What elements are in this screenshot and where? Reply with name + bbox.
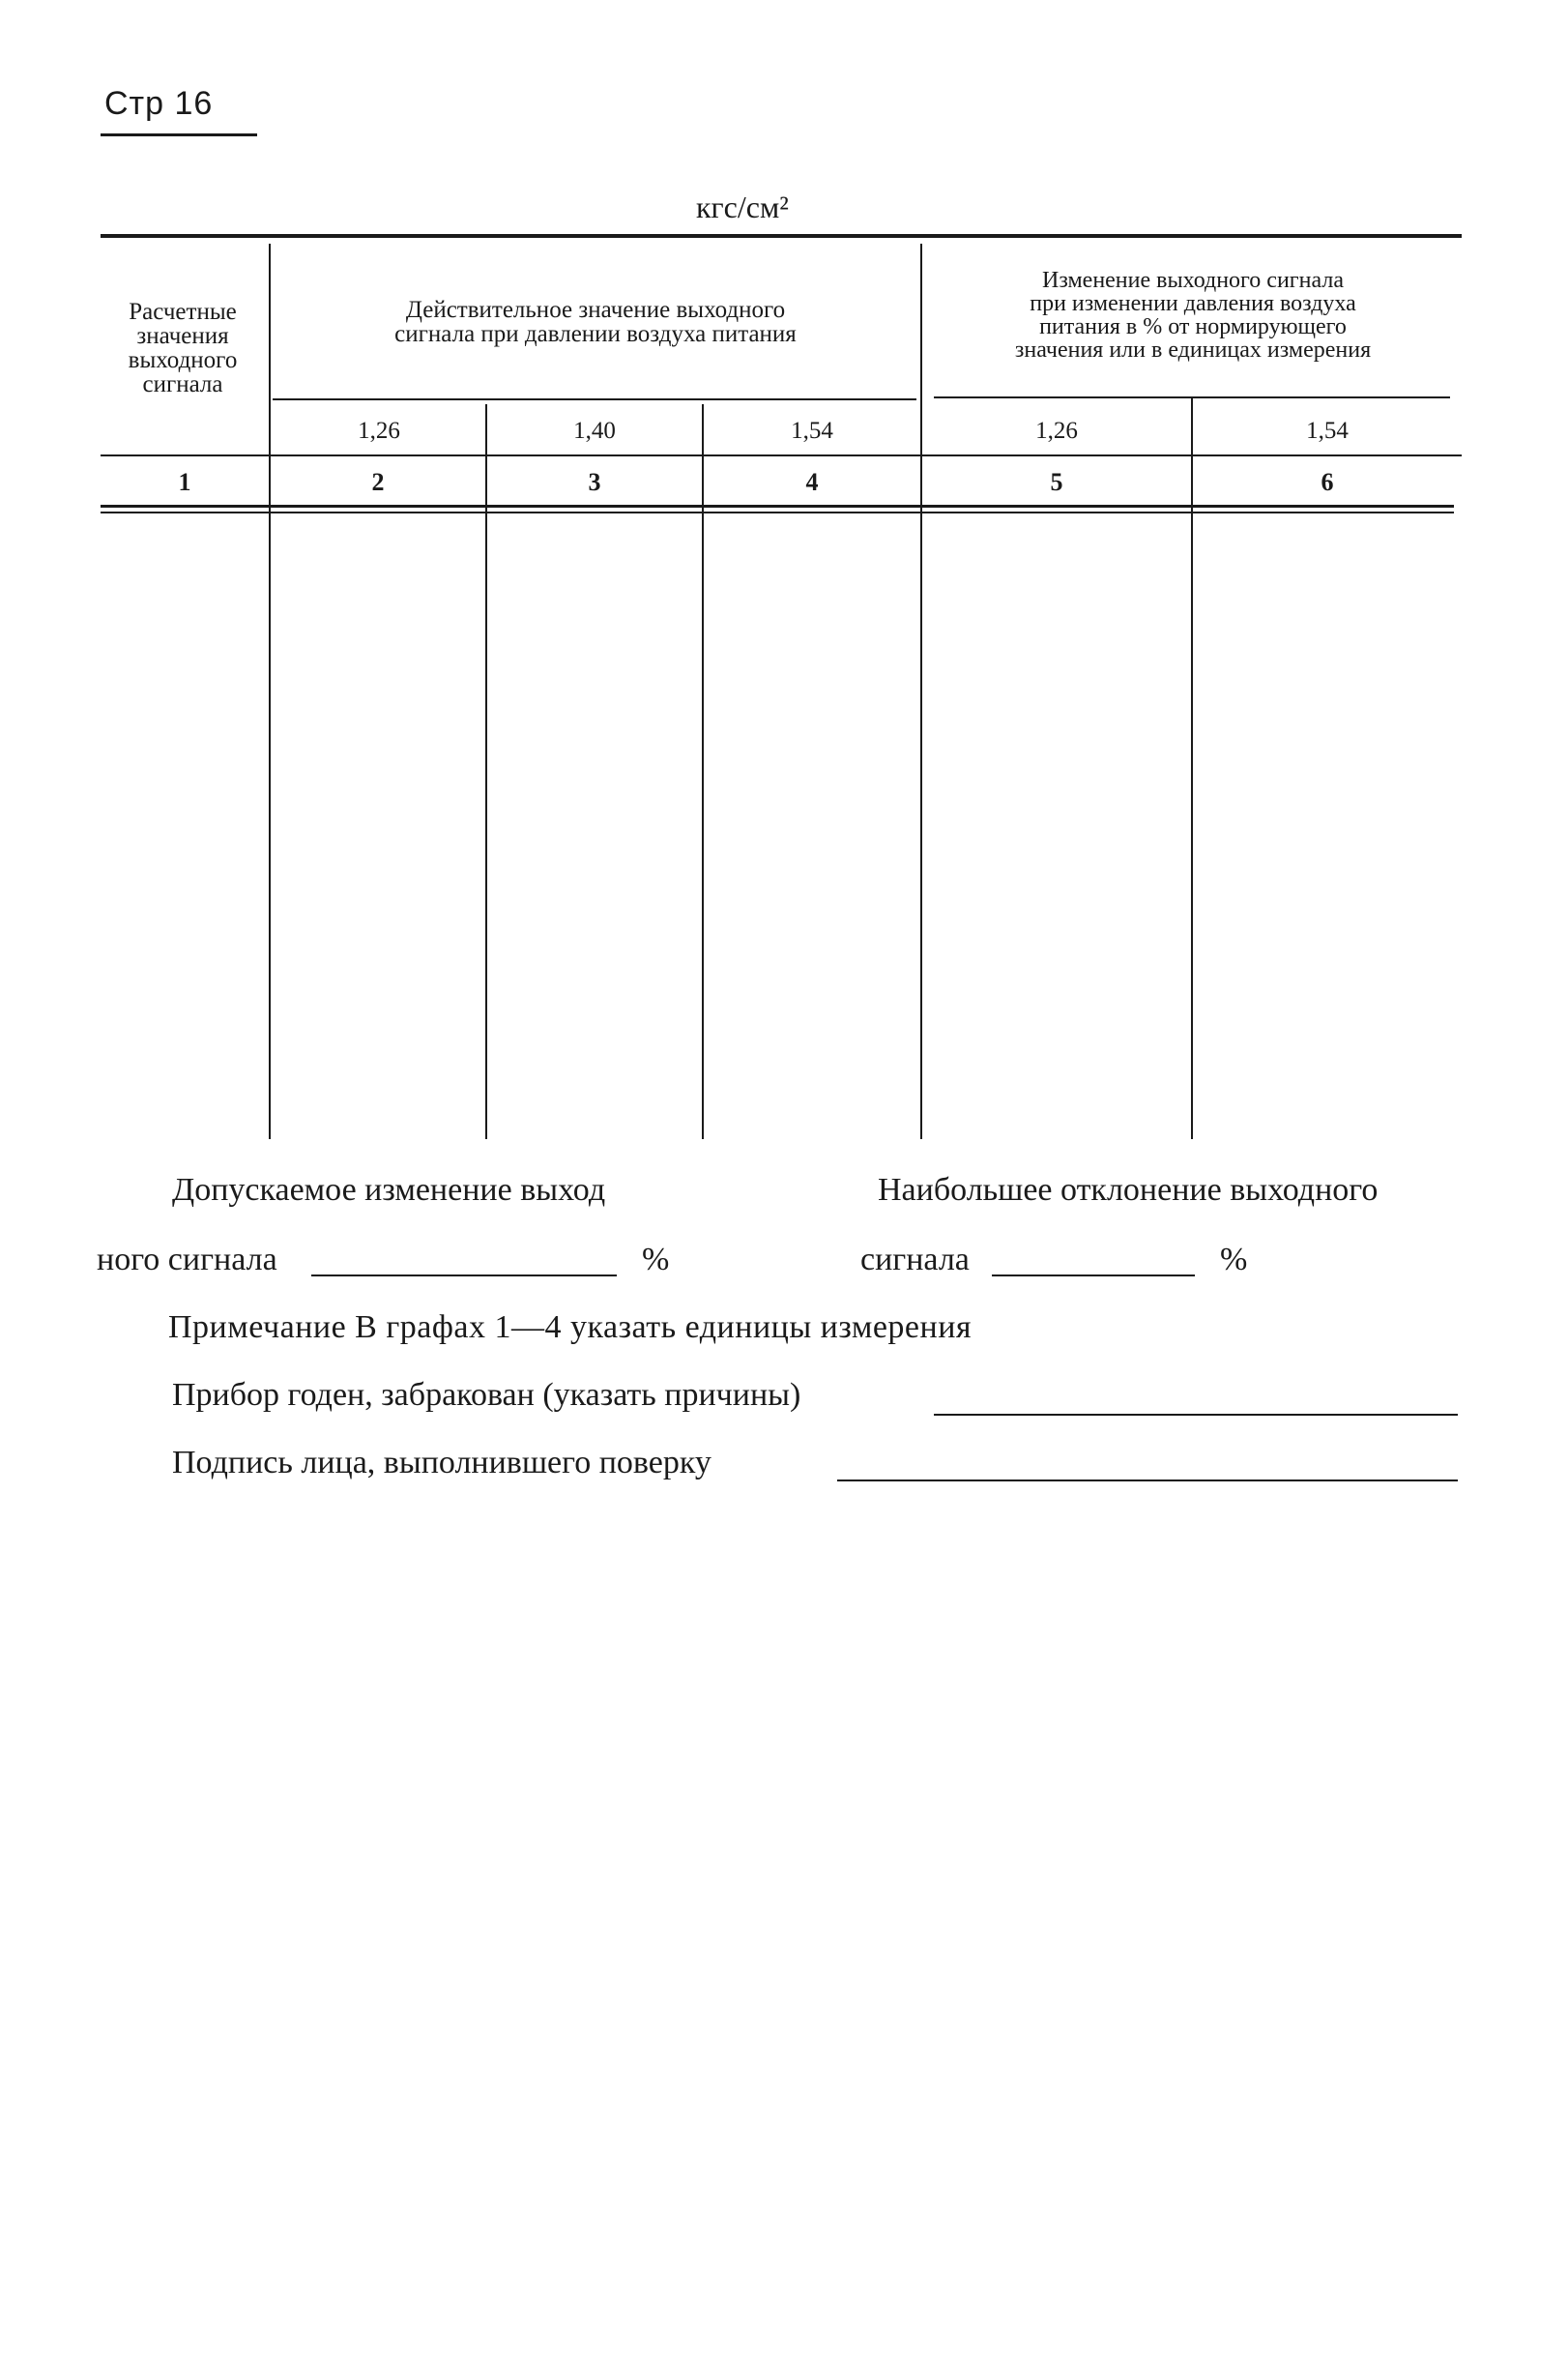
group1-header-rule [273,398,916,400]
max-deviation-label: Наибольшее отклонение выходного [878,1172,1379,1208]
subheader-col4: 1,54 [791,418,833,444]
group2-header-line: Изменение выходного сигнала [1042,268,1344,293]
max-deviation-percent: % [1220,1242,1248,1277]
subheader-col2: 1,26 [358,418,400,444]
col1-header-line: сигнала [142,371,223,397]
signature-field[interactable] [837,1479,1458,1481]
verdict-label: Прибор годен, забракован (указать причины) [172,1377,801,1413]
table-top-rule [101,234,1462,238]
group2-header-line: при изменении давления воздуха [1030,291,1356,316]
col1-header [101,300,265,396]
column-number-5: 5 [1050,468,1063,496]
subheader-col5: 1,26 [1035,418,1078,444]
signature-label: Подпись лица, выполнившего поверку [172,1445,711,1480]
units-label: кгс/см² [696,190,789,224]
column-number-1: 1 [178,468,191,496]
group2-header-line: значения или в единицах измерения [1014,337,1372,363]
subheader-col6: 1,54 [1306,418,1349,444]
note-text: Примечание В графах 1—4 указать единицы измерения [168,1309,973,1345]
verdict-field[interactable] [934,1414,1458,1416]
group2-header-line: питания в % от нормирующего [1039,314,1347,339]
max-deviation-field[interactable] [992,1274,1195,1276]
col1-header-line: Расчетные [129,299,237,325]
group2-header [924,269,1462,362]
page-number: Стр 16 [104,85,214,122]
column-number-2: 2 [371,468,385,496]
subheader-rule [101,454,1462,456]
allowed-change-field[interactable] [311,1274,617,1276]
column-number-3: 3 [588,468,601,496]
page-number-underline [101,133,257,136]
max-deviation-label-cont: сигнала [860,1242,970,1277]
group1-header [273,298,918,346]
header-bottom-rule-1 [101,505,1454,508]
column-number-6: 6 [1321,468,1334,496]
table-body [101,514,1462,1139]
allowed-change-label-cont: ного сигнала [97,1242,277,1277]
header-bottom-rule-2 [101,512,1454,513]
subheader-col3: 1,40 [573,418,616,444]
group1-header-line: сигнала при давлении воздуха питания [394,321,797,347]
column-number-4: 4 [805,468,819,496]
allowed-change-percent: % [642,1242,670,1277]
group2-header-rule [934,396,1450,398]
col1-header-line: значения [136,323,229,349]
group1-header-line: Действительное значение выходного [405,297,786,323]
col1-header-line: выходного [128,347,238,373]
allowed-change-label: Допускаемое изменение выход [172,1172,606,1208]
